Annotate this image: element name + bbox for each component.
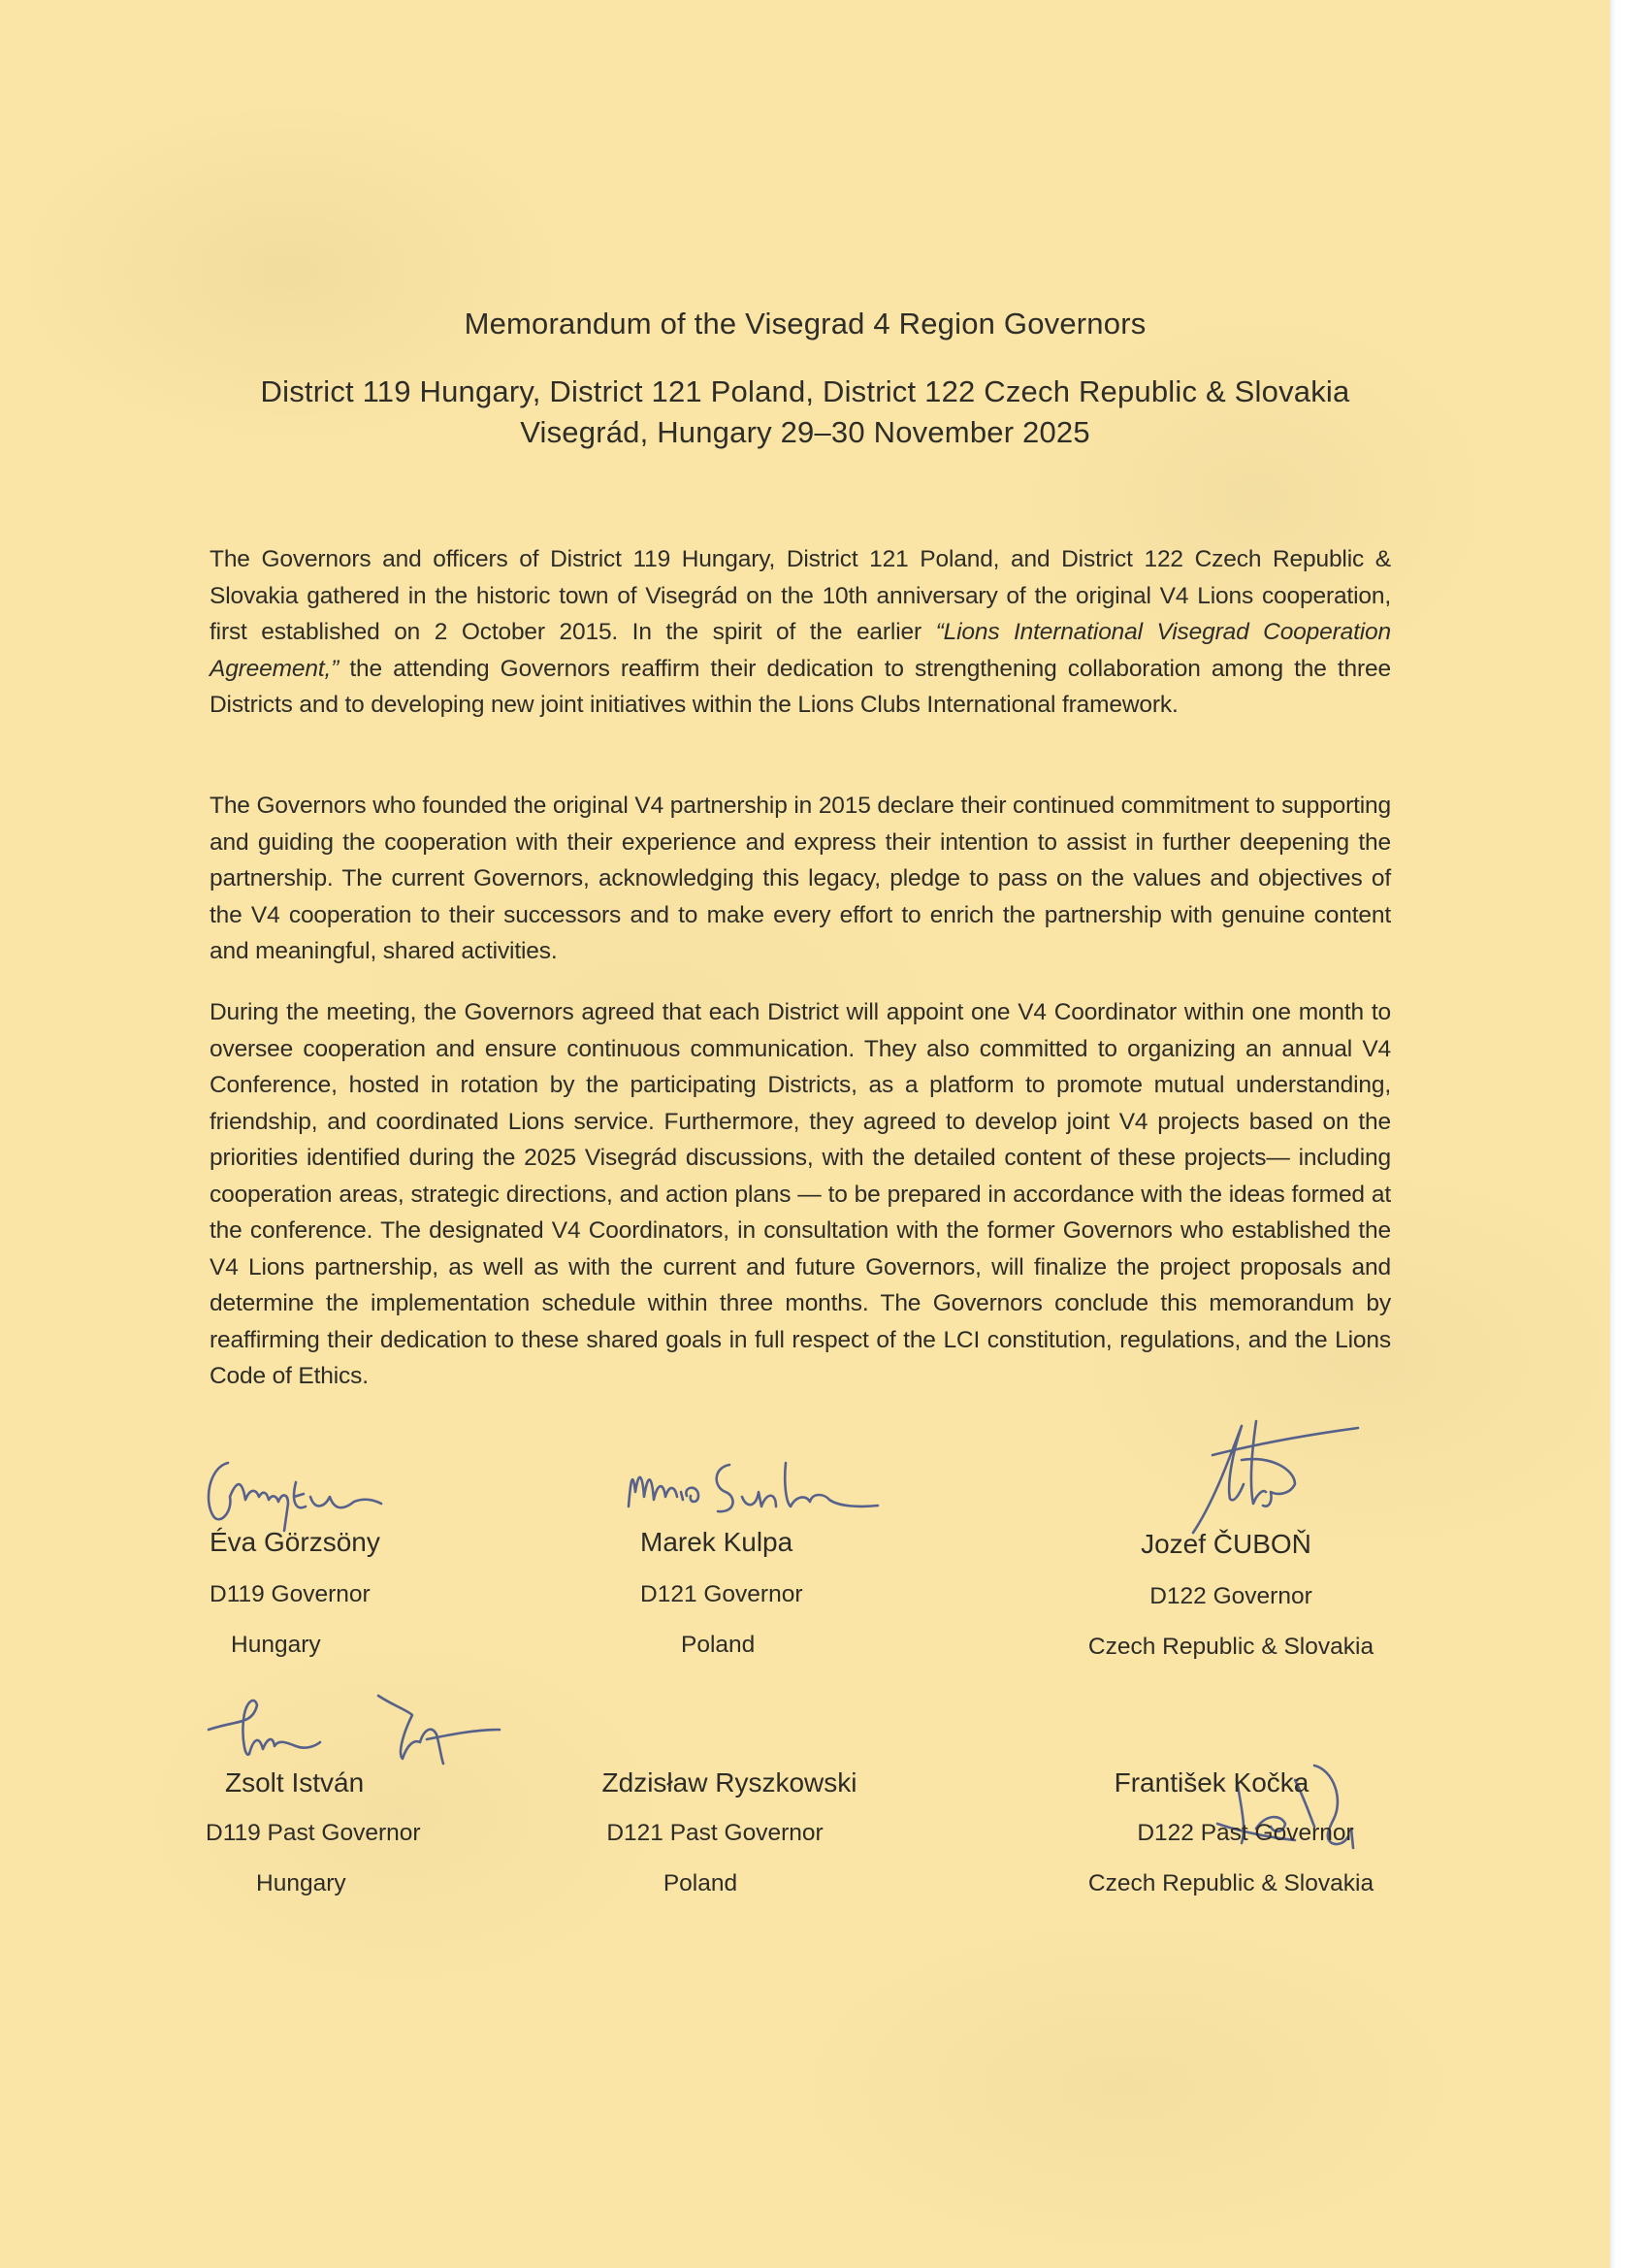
signatory-country: Czech Republic & Slovakia <box>1087 1870 1374 1896</box>
place-date-line: Visegrád, Hungary 29–30 November 2025 <box>520 415 1090 449</box>
signatory-name: Jozef ČUBOŇ <box>1141 1529 1311 1559</box>
signatory-istvan <box>206 1767 421 1897</box>
signatory-name: František Kočka <box>1114 1767 1310 1798</box>
signatory-kocka <box>1071 1767 1391 1897</box>
signatory-name: Zdzisław Ryszkowski <box>601 1767 857 1798</box>
signatory-country: Czech Republic & Slovakia <box>1087 1634 1374 1660</box>
signatory-cubon <box>1071 1529 1391 1661</box>
signatory-role: D121 Past Governor <box>606 1820 824 1846</box>
document-title: Memorandum of the Visegrad 4 Region Governors <box>464 307 1147 340</box>
signatory-country: Poland <box>681 1632 756 1658</box>
signatory-gorzsony <box>210 1527 380 1659</box>
agreement-title: “Lions International Visegrad Cooperation Agreement,” <box>210 619 1391 682</box>
paragraph-1-text-b: the attending Governors reaffirm their dedication to strengthening collaboration among the three Districts and to developing new joint initiatives within the Lions Clubs International framework. <box>210 655 1391 718</box>
signatory-role: D122 Governor <box>1149 1583 1312 1609</box>
signatory-kulpa <box>640 1527 803 1659</box>
paragraph-1-text-a: The Governors and officers of District 119 Hungary, District 121 Poland, and District 122 Czech Republic & Slovakia gathered in the historic town of Visegrád on the 10th anniversary of the original V4 Lions cooperation, first established on 2 October 2015. In the spirit of the earlier <box>210 546 1391 645</box>
districts-line: District 119 Hungary, District 121 Poland, District 122 Czech Republic & Slovakia <box>260 374 1350 408</box>
signatory-role: D119 Past Governor <box>206 1820 421 1846</box>
signatory-role: D122 Past Governor <box>1137 1820 1354 1846</box>
signatory-name: Éva Görzsöny <box>210 1527 380 1557</box>
paragraph-2: The Governors who founded the original V4 partnership in 2015 declare their continued commitment to supporting and guiding the cooperation with their experience and express their intention to assist in further deepening the partnership. The current Governors, acknowledging this legacy, pledge to pass on the values and objectives of the V4 cooperation to their successors and to make every effort to enrich the partnership with genuine content and meaningful, shared activities. <box>210 793 1391 964</box>
signatory-country: Hungary <box>231 1632 321 1658</box>
paragraph-1 <box>210 541 1391 724</box>
signatory-country: Hungary <box>256 1870 346 1896</box>
signatory-name: Zsolt István <box>225 1767 365 1798</box>
signatory-country: Poland <box>663 1870 738 1896</box>
scan-margin <box>1610 0 1649 2268</box>
signatory-ryszkowski <box>584 1767 875 1897</box>
signatory-name: Marek Kulpa <box>640 1527 793 1557</box>
paragraph-3: During the meeting, the Governors agreed that each District will appoint one V4 Coordinator within one month to oversee cooperation and ensure continuous communication. They also committed to organizing an annual V4 Conference, hosted in rotation by the participating Districts, as a platform to promote mutual understanding, friendship, and coordinated Lions service. Furthermore, they agreed to develop joint V4 projects based on the priorities identified during the 2025 Visegrád discussions, with the detailed content of these projects— including cooperation areas, strategic directions, and action plans — to be prepared in accordance with the ideas formed at the conference. The designated V4 Coordinators, in consultation with the former Governors who established the V4 Lions partnership, as well as with the current and future Governors, will finalize the project proposals and determine the implementation schedule within three months. The Governors conclude this memorandum by reaffirming their dedication to these shared goals in full respect of the LCI constitution, regulations, and the Lions Code of Ethics. <box>210 999 1391 1389</box>
signatory-role: D119 Governor <box>210 1581 371 1607</box>
signatory-role: D121 Governor <box>640 1581 803 1607</box>
